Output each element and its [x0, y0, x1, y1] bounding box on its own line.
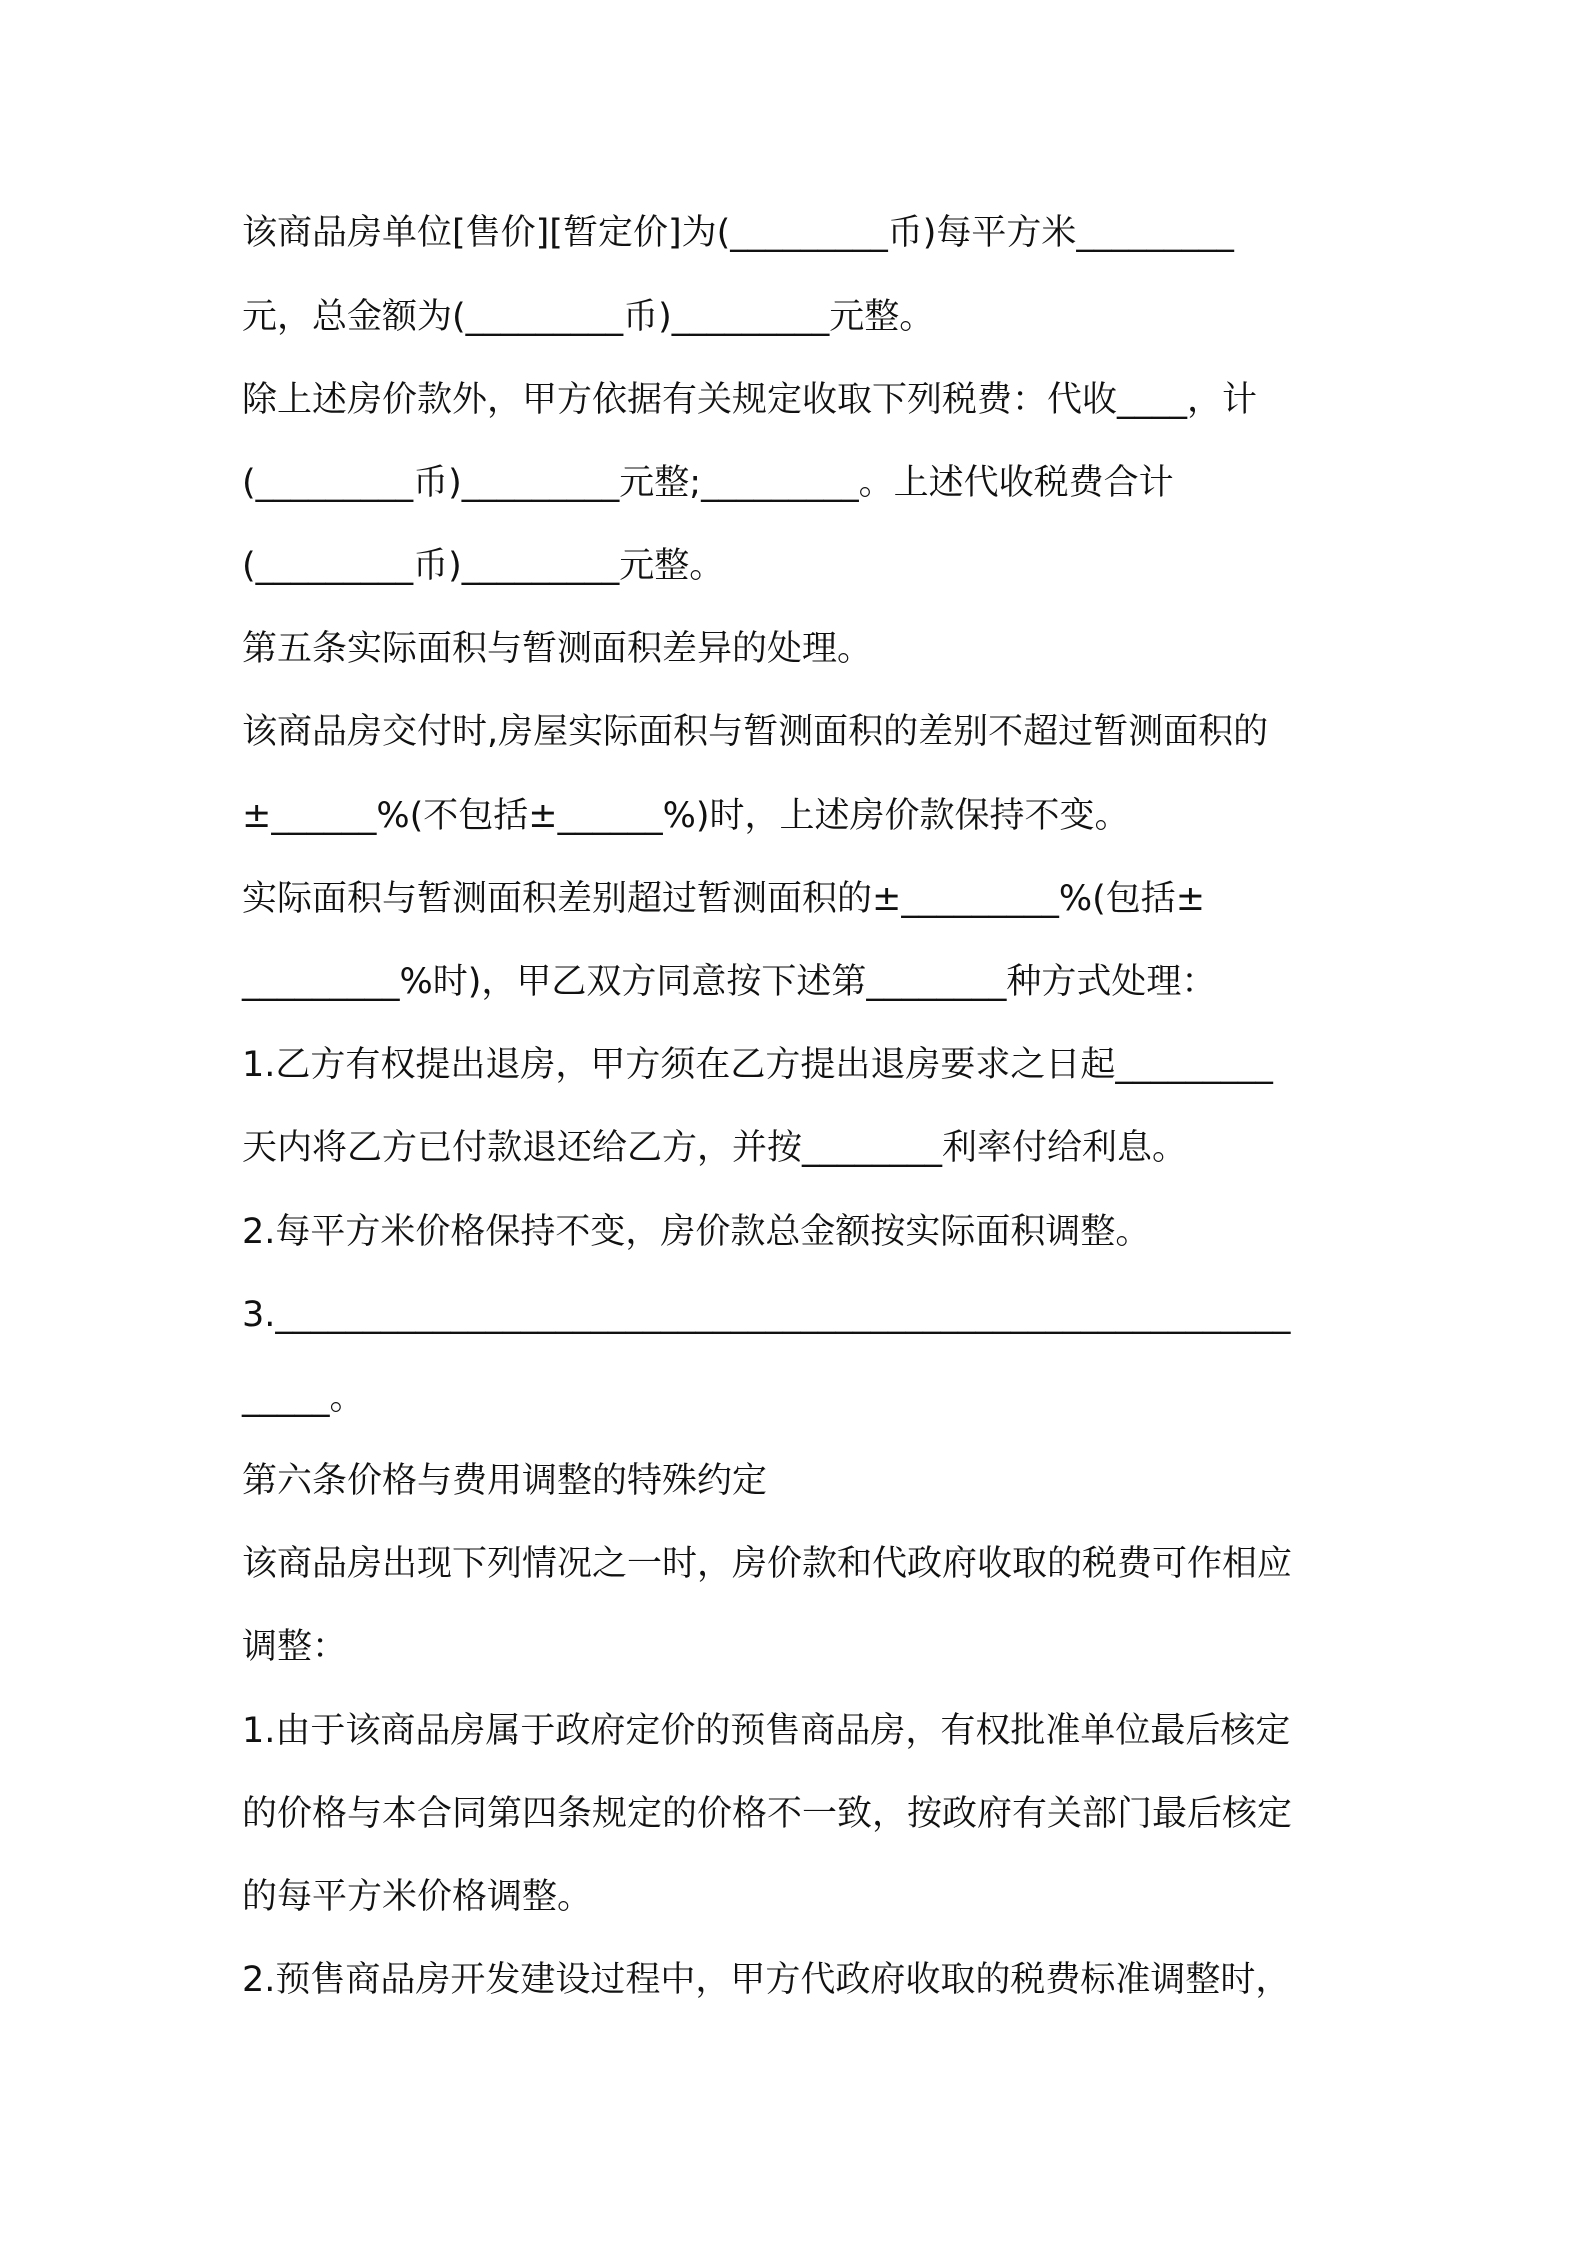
text-line: (_________币)_________元整。: [242, 546, 725, 586]
text-line: 调整：: [242, 1627, 348, 1667]
text-line: _________%时)，甲乙双方同意按下述第________种方式处理：: [242, 962, 1217, 1002]
text-line: ±______%(不包括±______%)时，上述房价款保持不变。: [242, 796, 1130, 836]
text-line: 该商品房单位[售价][暂定价]为(_________币)每平方米_________: [242, 213, 1234, 253]
text-line: 2.预售商品房开发建设过程中，甲方代政府收取的税费标准调整时，: [242, 1960, 1291, 2000]
text-line: 该商品房出现下列情况之一时，房价款和代政府收取的税费可作相应: [242, 1544, 1293, 1584]
text-line: 除上述房价款外，甲方依据有关规定收取下列税费：代收____，计: [242, 380, 1258, 420]
text-line: 1.由于该商品房属于政府定价的预售商品房，有权批准单位最后核定: [242, 1711, 1291, 1751]
text-line: 的价格与本合同第四条规定的价格不一致，按政府有关部门最后核定: [242, 1794, 1293, 1834]
text-line: 天内将乙方已付款退还给乙方，并按________利率付给利息。: [242, 1128, 1188, 1168]
text-line: (_________币)_________元整;_________。上述代收税费合计: [242, 463, 1174, 503]
text-line: _____。: [242, 1378, 365, 1418]
text-line: 2.每平方米价格保持不变，房价款总金额按实际面积调整。: [242, 1212, 1151, 1252]
text-line: 元，总金额为(_________币)_________元整。: [242, 297, 935, 337]
text-line: 的每平方米价格调整。: [242, 1877, 593, 1917]
text-line: 实际面积与暂测面积差别超过暂测面积的±_________%(包括±: [242, 879, 1206, 919]
text-line: 该商品房交付时,房屋实际面积与暂测面积的差别不超过暂测面积的: [242, 712, 1269, 752]
section-heading: 第六条价格与费用调整的特殊约定: [242, 1461, 768, 1501]
section-heading: 第五条实际面积与暂测面积差异的处理。: [242, 629, 873, 669]
text-line: 1.乙方有权提出退房，甲方须在乙方提出退房要求之日起_________: [242, 1045, 1273, 1085]
text-line: 3.__________________________________________________________: [242, 1295, 1291, 1335]
